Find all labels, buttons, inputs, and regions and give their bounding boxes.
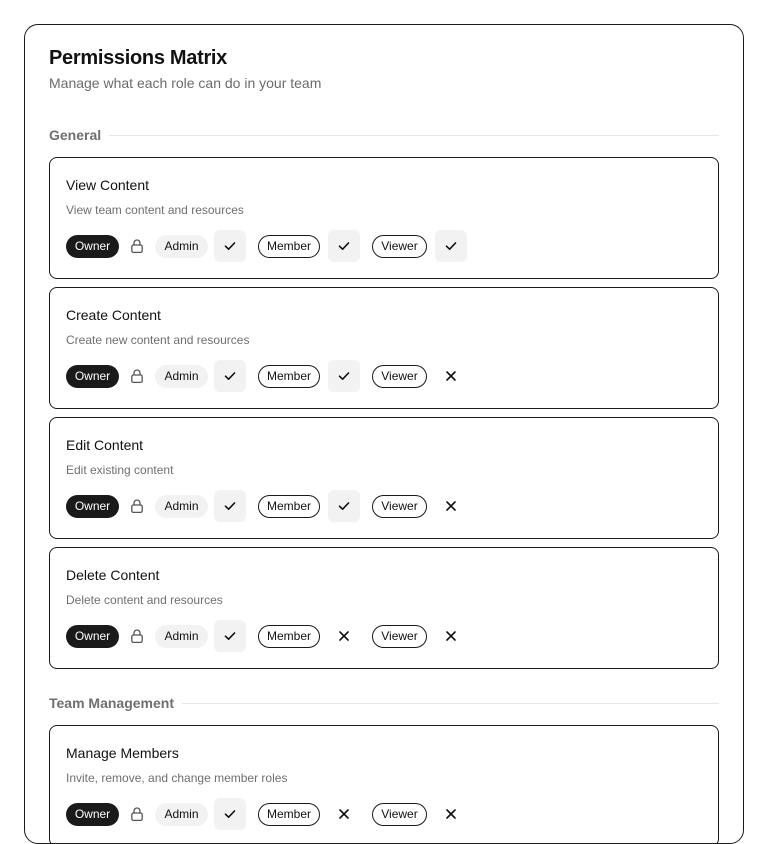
member-permission-toggle[interactable] <box>328 230 360 262</box>
permission-description: Invite, remove, and change member roles <box>66 771 288 785</box>
role-badge-admin: Admin <box>155 235 208 258</box>
role-badge-admin: Admin <box>155 495 208 518</box>
admin-permission-toggle[interactable] <box>214 620 246 652</box>
x-icon <box>444 807 458 821</box>
lock-icon <box>121 490 153 522</box>
admin-permission-toggle[interactable] <box>214 230 246 262</box>
permission-name: Delete Content <box>66 567 160 583</box>
viewer-permission-toggle[interactable] <box>435 620 467 652</box>
permission-name: Edit Content <box>66 437 144 453</box>
check-icon <box>223 807 237 821</box>
permission-name: Manage Members <box>66 745 179 761</box>
permission-description: Create new content and resources <box>66 333 250 347</box>
role-badge-member: Member <box>258 365 320 388</box>
check-icon <box>223 629 237 643</box>
page-subtitle: Manage what each role can do in your team <box>49 75 322 91</box>
section-title: Team Management <box>49 695 174 711</box>
role-badge-owner: Owner <box>66 235 119 258</box>
permission-card <box>49 547 719 669</box>
permission-description: View team content and resources <box>66 203 244 217</box>
x-icon <box>444 629 458 643</box>
permission-card <box>49 725 719 844</box>
lock-icon <box>121 230 153 262</box>
admin-permission-toggle[interactable] <box>214 490 246 522</box>
check-icon <box>444 239 458 253</box>
section-title: General <box>49 127 102 143</box>
member-permission-toggle[interactable] <box>328 798 360 830</box>
lock-icon <box>121 620 153 652</box>
permissions-panel <box>24 24 744 844</box>
check-icon <box>337 499 351 513</box>
check-icon <box>223 369 237 383</box>
x-icon <box>337 807 351 821</box>
role-badge-admin: Admin <box>155 625 208 648</box>
role-badge-viewer: Viewer <box>372 803 427 826</box>
permission-description: Delete content and resources <box>66 593 223 607</box>
role-badge-member: Member <box>258 803 320 826</box>
permission-name: Create Content <box>66 307 161 323</box>
role-badge-owner: Owner <box>66 365 119 388</box>
section-divider <box>182 703 719 704</box>
section-divider <box>109 135 719 136</box>
x-icon <box>337 629 351 643</box>
role-permissions-row <box>66 360 467 392</box>
role-badge-owner: Owner <box>66 625 119 648</box>
role-permissions-row <box>66 798 467 830</box>
role-badge-viewer: Viewer <box>372 625 427 648</box>
x-icon <box>444 499 458 513</box>
viewer-permission-toggle[interactable] <box>435 360 467 392</box>
x-icon <box>444 369 458 383</box>
admin-permission-toggle[interactable] <box>214 798 246 830</box>
role-badge-owner: Owner <box>66 803 119 826</box>
section-header <box>49 693 719 713</box>
permission-name: View Content <box>66 177 150 193</box>
permission-card <box>49 287 719 409</box>
lock-icon <box>121 360 153 392</box>
check-icon <box>337 239 351 253</box>
permission-card <box>49 417 719 539</box>
admin-permission-toggle[interactable] <box>214 360 246 392</box>
role-badge-viewer: Viewer <box>372 235 427 258</box>
check-icon <box>337 369 351 383</box>
viewer-permission-toggle[interactable] <box>435 798 467 830</box>
check-icon <box>223 239 237 253</box>
member-permission-toggle[interactable] <box>328 490 360 522</box>
role-badge-admin: Admin <box>155 803 208 826</box>
lock-icon <box>121 798 153 830</box>
member-permission-toggle[interactable] <box>328 360 360 392</box>
member-permission-toggle[interactable] <box>328 620 360 652</box>
viewer-permission-toggle[interactable] <box>435 490 467 522</box>
role-badge-owner: Owner <box>66 495 119 518</box>
permission-card <box>49 157 719 279</box>
role-badge-viewer: Viewer <box>372 365 427 388</box>
check-icon <box>223 499 237 513</box>
role-badge-viewer: Viewer <box>372 495 427 518</box>
role-badge-member: Member <box>258 235 320 258</box>
role-badge-member: Member <box>258 495 320 518</box>
page-title: Permissions Matrix <box>49 47 228 69</box>
permission-description: Edit existing content <box>66 463 174 477</box>
role-badge-admin: Admin <box>155 365 208 388</box>
role-permissions-row <box>66 230 467 262</box>
viewer-permission-toggle[interactable] <box>435 230 467 262</box>
role-permissions-row <box>66 490 467 522</box>
role-permissions-row <box>66 620 467 652</box>
section-header <box>49 125 719 145</box>
role-badge-member: Member <box>258 625 320 648</box>
